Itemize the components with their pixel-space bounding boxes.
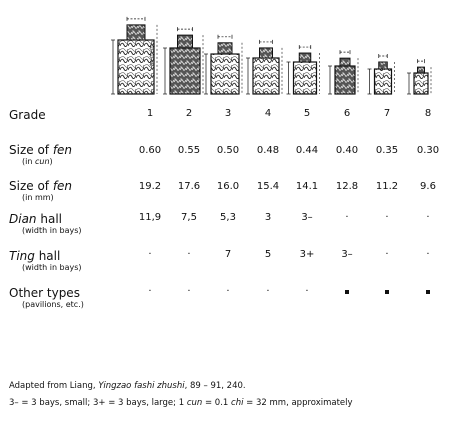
beam-8: [414, 73, 428, 94]
fen-cun-value-8: 0.30: [416, 145, 440, 156]
beam-3: [211, 54, 239, 94]
other-value-2: ·: [187, 286, 191, 297]
dian-value-2: 7,5: [181, 212, 197, 223]
block-2: [178, 35, 193, 48]
fen-mm-label: Size of fen: [9, 179, 73, 193]
fen-mm-value-8: 9.6: [420, 181, 436, 192]
source-note: Adapted from Liang, Yingzao fashi zhushi, 89 – 91, 240.: [9, 381, 246, 391]
beam-caption: 材材累: [149, 45, 156, 68]
beam-2: [170, 48, 200, 94]
grade-2: 2: [185, 108, 193, 119]
fen-mm-value-6: 12.8: [335, 181, 359, 192]
fen-mm-value-1: 19.2: [138, 181, 162, 192]
fen-mm-value-4: 15.4: [256, 181, 280, 192]
grade-8: 8: [424, 108, 432, 119]
fen-cun-label: Size of fen: [9, 143, 73, 157]
block-3: [218, 43, 232, 54]
dian-value-3: 5,3: [220, 212, 236, 223]
ting-value-3: 7: [224, 249, 232, 260]
dian-value-7: ·: [385, 212, 389, 223]
grade-7: 7: [383, 108, 391, 119]
fen-mm-value-2: 17.6: [177, 181, 201, 192]
fen-cun-value-7: 0.35: [375, 145, 399, 156]
block-8: [418, 67, 425, 73]
legend-note: 3– = 3 bays, small; 3+ = 3 bays, large; 1 cun = 0.1 chi = 32 mm, approximately: [9, 398, 353, 408]
dian-value-8: ·: [426, 212, 430, 223]
grade-1: 1: [146, 108, 154, 119]
beam-7: [375, 69, 392, 94]
other-value-8: [426, 290, 430, 294]
dian-value-4: 3: [264, 212, 272, 223]
block-5: [299, 53, 311, 62]
fen-mm-value-7: 11.2: [375, 181, 399, 192]
grade-4: 4: [264, 108, 272, 119]
other-value-6: [345, 290, 349, 294]
other-value-7: [385, 290, 389, 294]
dian-hall-sublabel: (width in bays): [22, 226, 82, 235]
other-value-3: ·: [226, 286, 230, 297]
ting-value-1: ·: [148, 249, 152, 260]
other-value-5: ·: [305, 286, 309, 297]
dian-hall-label: Dian hall: [9, 212, 62, 226]
dian-value-5: 3–: [301, 212, 313, 223]
dian-value-1: 11,9: [138, 212, 162, 223]
other-types-label: Other types: [9, 286, 80, 300]
timber-cross-sections: [0, 0, 451, 96]
grade-3: 3: [224, 108, 232, 119]
beam-5: [294, 62, 317, 94]
grade-6: 6: [343, 108, 351, 119]
block-4: [260, 48, 273, 58]
ting-value-8: ·: [426, 249, 430, 260]
fen-cun-value-3: 0.50: [216, 145, 240, 156]
ting-value-7: ·: [385, 249, 389, 260]
grade-5: 5: [303, 108, 311, 119]
beam-4: [253, 58, 279, 94]
block-6: [340, 58, 350, 66]
fen-cun-value-6: 0.40: [335, 145, 359, 156]
ting-value-4: 5: [264, 249, 272, 260]
block-1: [127, 25, 145, 40]
fen-cun-value-1: 0.60: [138, 145, 162, 156]
dian-value-6: ·: [345, 212, 349, 223]
ting-hall-sublabel: (width in bays): [22, 263, 82, 272]
fen-cun-value-5: 0.44: [295, 145, 319, 156]
fen-mm-value-3: 16.0: [216, 181, 240, 192]
other-types-sublabel: (pavilions, etc.): [22, 300, 84, 309]
fen-cun-value-4: 0.48: [256, 145, 280, 156]
ting-value-2: ·: [187, 249, 191, 260]
fen-mm-value-5: 14.1: [295, 181, 319, 192]
other-value-4: ·: [266, 286, 270, 297]
other-value-1: ·: [148, 286, 152, 297]
fen-cun-value-2: 0.55: [177, 145, 201, 156]
beam-6: [335, 66, 355, 94]
fen-mm-sublabel: (in mm): [22, 193, 54, 202]
grade-label: Grade: [9, 108, 46, 122]
ting-value-5: 3+: [299, 249, 315, 260]
ting-hall-label: Ting hall: [9, 249, 61, 263]
ting-value-6: 3–: [341, 249, 353, 260]
fen-cun-sublabel: (in cun): [22, 157, 53, 166]
block-7: [379, 62, 388, 69]
